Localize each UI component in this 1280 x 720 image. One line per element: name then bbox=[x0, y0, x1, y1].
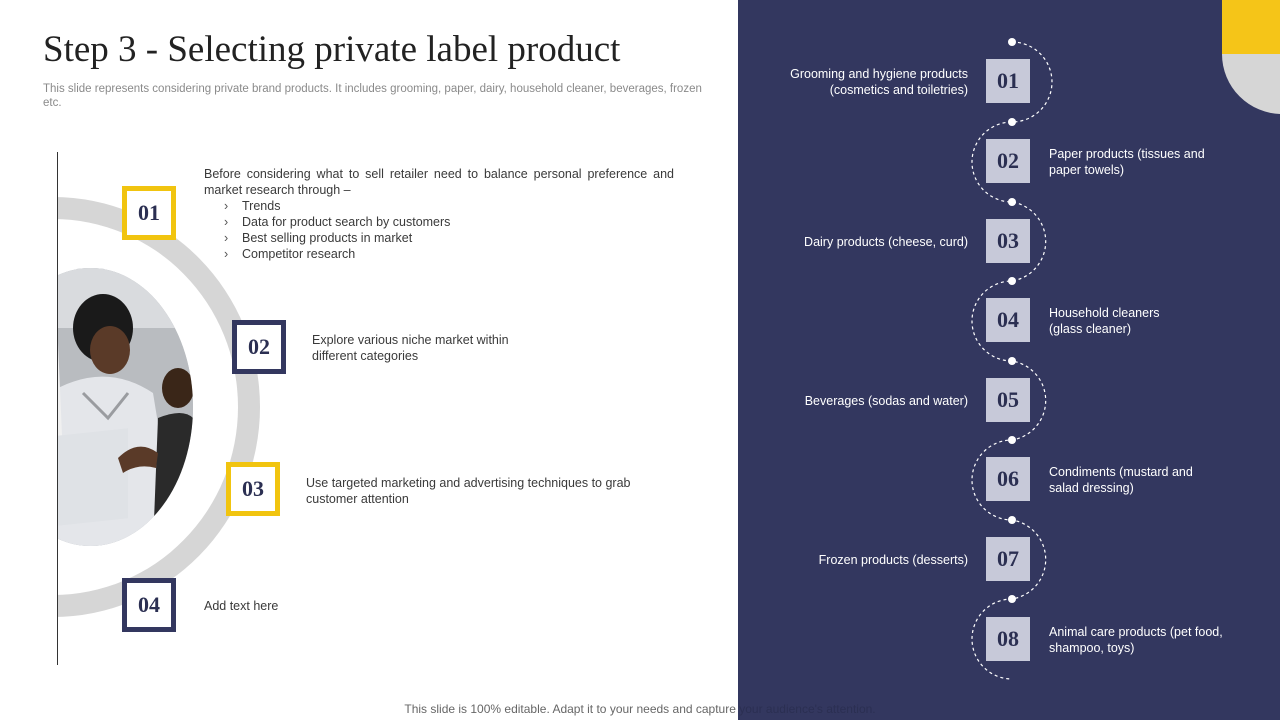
category-label-04 bbox=[1049, 305, 1160, 337]
category-label-line: Dairy products (cheese, curd) bbox=[804, 235, 968, 249]
step-badge-02: 02 bbox=[232, 320, 286, 374]
category-badge-06: 06 bbox=[986, 457, 1030, 501]
category-label-line: (cosmetics and toiletries) bbox=[829, 83, 968, 97]
timeline-dot bbox=[1008, 357, 1016, 365]
timeline-dot bbox=[1008, 595, 1016, 603]
timeline-dot bbox=[1008, 38, 1016, 46]
step-01-description bbox=[204, 166, 674, 262]
category-label-line: Household cleaners bbox=[1049, 306, 1160, 320]
timeline-dot bbox=[1008, 516, 1016, 524]
category-badge-05: 05 bbox=[986, 378, 1030, 422]
bullet-item: › Data for product search by customers bbox=[224, 214, 674, 230]
step-badge-04: 04 bbox=[122, 578, 176, 632]
bullet-item: › Best selling products in market bbox=[224, 230, 674, 246]
category-badge-01: 01 bbox=[986, 59, 1030, 103]
timeline-dot bbox=[1008, 436, 1016, 444]
category-label-line: Frozen products (desserts) bbox=[818, 553, 968, 567]
category-label-line: shampoo, toys) bbox=[1049, 641, 1135, 655]
footer-text-a: This slide is 100% editable. Adapt it to your needs and capture bbox=[404, 702, 736, 716]
step-01-text: Before considering what to sell retailer need to balance personal preference and market research through – bbox=[204, 167, 674, 197]
category-label-05 bbox=[805, 393, 968, 409]
step-02-description: Explore various niche market within different categories bbox=[312, 333, 509, 363]
footer-note bbox=[0, 702, 1280, 716]
category-label-line: Paper products (tissues and bbox=[1049, 147, 1205, 161]
category-label-08 bbox=[1049, 624, 1223, 656]
timeline-dot bbox=[1008, 198, 1016, 206]
photo-mask bbox=[0, 150, 57, 670]
vertical-divider bbox=[57, 152, 58, 665]
category-label-line: (glass cleaner) bbox=[1049, 322, 1131, 336]
category-label-01 bbox=[790, 66, 968, 98]
page-subtitle: This slide represents considering private brand products. It includes grooming, paper, dairy, household cleaner, beverages, frozen etc. bbox=[43, 83, 702, 109]
category-label-line: salad dressing) bbox=[1049, 481, 1134, 495]
footer-text-b: your audience's attention. bbox=[735, 702, 876, 716]
bullet-item: › Trends bbox=[224, 198, 674, 214]
category-label-07 bbox=[819, 552, 968, 568]
timeline-dot bbox=[1008, 118, 1016, 126]
category-badge-08: 08 bbox=[986, 617, 1030, 661]
category-label-line: paper towels) bbox=[1049, 163, 1125, 177]
step-04-description: Add text here bbox=[204, 599, 279, 613]
category-label-line: Beverages (sodas and water) bbox=[804, 394, 968, 408]
category-label-line: Grooming and hygiene products bbox=[790, 67, 968, 81]
page-title: Step 3 - Selecting private label product bbox=[43, 29, 621, 70]
step-01-bullets bbox=[204, 198, 674, 262]
category-badge-02: 02 bbox=[986, 139, 1030, 183]
step-03-description: Use targeted marketing and advertising techniques to grab customer attention bbox=[306, 476, 631, 506]
bullet-item: › Competitor research bbox=[224, 246, 674, 262]
category-badge-04: 04 bbox=[986, 298, 1030, 342]
step-badge-03: 03 bbox=[226, 462, 280, 516]
category-label-line: Animal care products (pet food, bbox=[1049, 625, 1223, 639]
category-label-06 bbox=[1049, 464, 1193, 496]
category-badge-07: 07 bbox=[986, 537, 1030, 581]
category-label-03 bbox=[804, 234, 968, 250]
category-label-line: Condiments (mustard and bbox=[1049, 465, 1193, 479]
step-badge-01: 01 bbox=[122, 186, 176, 240]
category-panel bbox=[735, 0, 1280, 720]
category-label-02 bbox=[1049, 146, 1205, 178]
category-badge-03: 03 bbox=[986, 219, 1030, 263]
timeline-dot bbox=[1008, 277, 1016, 285]
